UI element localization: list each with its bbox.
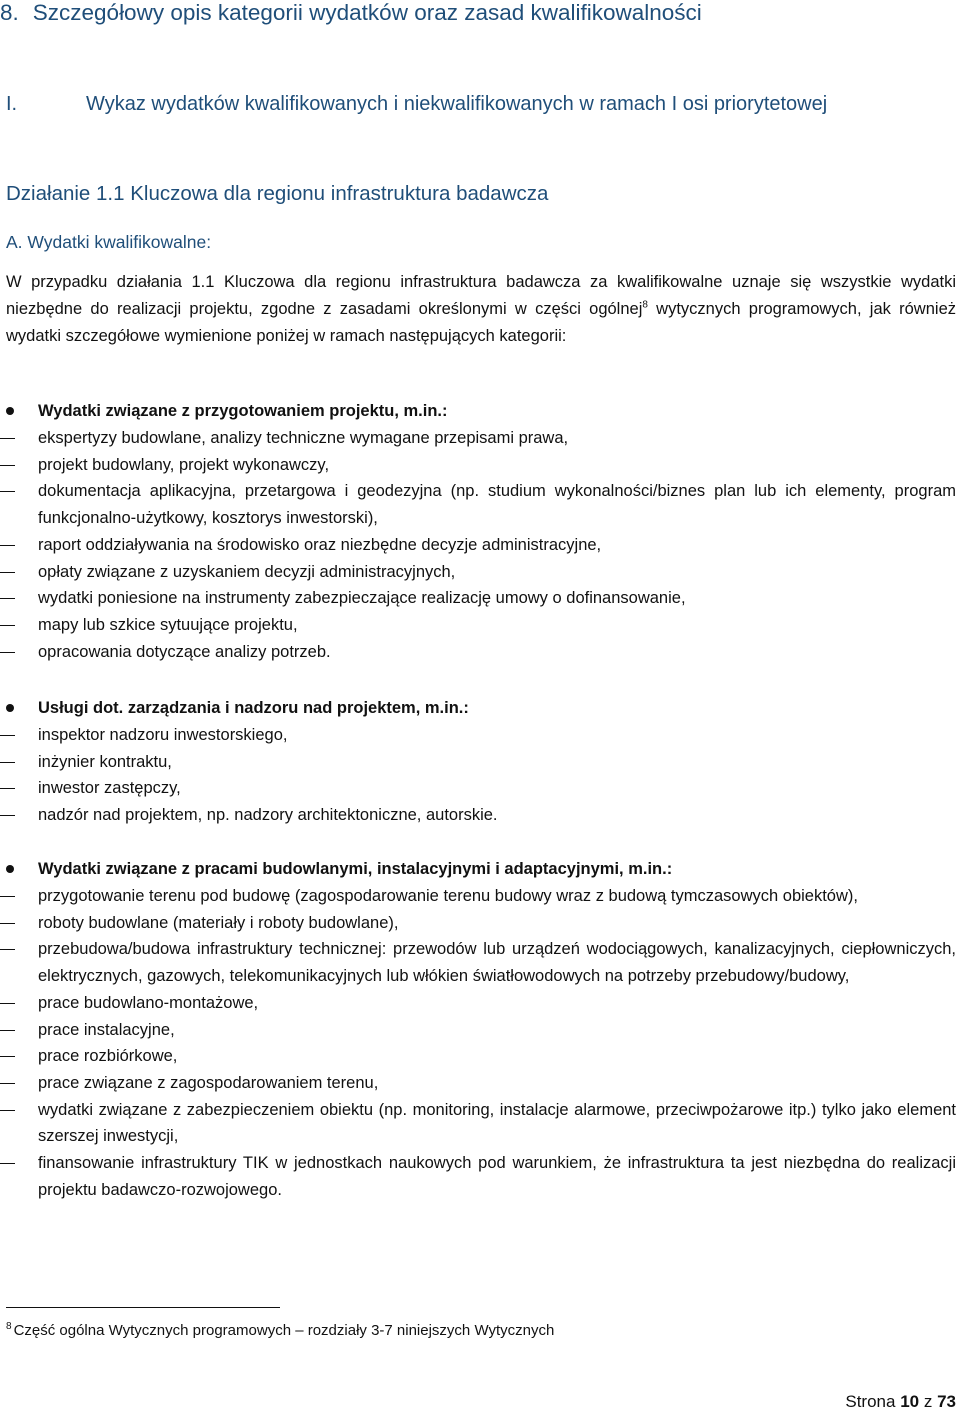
list-item-text: ekspertyzy budowlane, analizy techniczne wymagane przepisami prawa, bbox=[38, 429, 569, 447]
dash-icon bbox=[0, 438, 15, 439]
dash-icon bbox=[0, 896, 15, 897]
list-item bbox=[6, 722, 956, 749]
list-item-text: przygotowanie terenu pod budowę (zagospodarowanie terenu budowy wraz z budową tymczasowych obiektów), bbox=[38, 887, 858, 905]
section-number: 8. bbox=[0, 0, 19, 25]
list-item bbox=[6, 802, 956, 829]
page-number-current: 10 bbox=[900, 1392, 920, 1411]
eligible-expenses-heading: A. Wydatki kwalifikowalne: bbox=[6, 232, 212, 252]
dash-icon bbox=[0, 1110, 15, 1111]
list-item bbox=[6, 452, 956, 479]
bullet-icon bbox=[6, 704, 14, 712]
list-item bbox=[6, 1097, 956, 1150]
intro-text-continued: wytycznych programowych, jak również wydatki szczegółowe wymienione poniżej w ramach następujących kategorii: bbox=[6, 300, 956, 345]
dash-icon bbox=[0, 572, 15, 573]
category-items bbox=[6, 883, 956, 1203]
list-item-text: projekt budowlany, projekt wykonawczy, bbox=[38, 455, 330, 474]
list-item bbox=[6, 936, 956, 989]
bullet-icon bbox=[6, 407, 14, 415]
list-item bbox=[6, 1150, 956, 1203]
category-title bbox=[6, 856, 956, 883]
list-item bbox=[6, 775, 956, 802]
dash-icon bbox=[0, 1030, 15, 1031]
list-item bbox=[6, 883, 956, 910]
footnote-text: Część ogólna Wytycznych programowych – rozdziały 3-7 niniejszych Wytycznych bbox=[13, 1322, 555, 1339]
list-item bbox=[6, 425, 956, 452]
section-title: Szczegółowy opis kategorii wydatków oraz zasad kwalifikowalności bbox=[32, 0, 702, 25]
list-item bbox=[6, 1070, 956, 1097]
list-item-text: opłaty związane z uzyskaniem decyzji administracyjnych, bbox=[38, 562, 456, 581]
list-item bbox=[6, 639, 956, 666]
list-item-text: prace instalacyjne, bbox=[38, 1020, 175, 1039]
list-item-text: nadzór nad projektem, np. nadzory architektoniczne, autorskie. bbox=[38, 806, 498, 825]
page-number-total: 73 bbox=[937, 1392, 956, 1411]
list-item bbox=[6, 990, 956, 1017]
list-item-text: opracowania dotyczące analizy potrzeb. bbox=[38, 642, 331, 661]
measure-heading: Działanie 1.1 Kluczowa dla regionu infrastruktura badawcza bbox=[6, 182, 549, 205]
list-item-text: mapy lub szkice sytuujące projektu, bbox=[38, 615, 298, 634]
subsection-title: Wykaz wydatków kwalifikowanych i niekwalifikowanych w ramach I osi priorytetowej bbox=[86, 93, 828, 115]
list-item-text: raport oddziaływania na środowisko oraz niezbędne decyzje administracyjne, bbox=[38, 535, 602, 554]
list-item bbox=[6, 559, 956, 586]
list-item bbox=[6, 478, 956, 531]
list-item bbox=[6, 612, 956, 639]
footnote bbox=[6, 1321, 554, 1339]
dash-icon bbox=[0, 815, 15, 816]
category-management bbox=[6, 695, 956, 829]
subsection-heading bbox=[6, 93, 827, 116]
dash-icon bbox=[0, 652, 15, 653]
dash-icon bbox=[0, 949, 15, 950]
list-item-text: inwestor zastępczy, bbox=[38, 779, 181, 798]
list-item bbox=[6, 1017, 956, 1044]
list-item bbox=[6, 749, 956, 776]
list-item-text: prace związane z zagospodarowaniem terenu, bbox=[38, 1073, 379, 1092]
dash-icon bbox=[0, 762, 15, 763]
page-number-prefix: Strona bbox=[845, 1392, 896, 1411]
dash-icon bbox=[0, 598, 15, 599]
dash-icon bbox=[0, 545, 15, 546]
category-items bbox=[6, 722, 956, 829]
category-items bbox=[6, 425, 956, 665]
category-preparation bbox=[6, 398, 956, 665]
list-item-text: przebudowa/budowa infrastruktury technicznej: przewodów lub urządzeń wodociągowych, kanalizacyjnych, ciepłowniczych, elektrycznych, gazowych, telekomunikacyjnych lub włókien światłowodowych na potrzeby przebudowy/budowy, bbox=[38, 940, 956, 986]
dash-icon bbox=[0, 1083, 15, 1084]
footnote-number: 8 bbox=[6, 1321, 12, 1332]
list-item bbox=[6, 532, 956, 559]
list-item bbox=[6, 1043, 956, 1070]
list-item bbox=[6, 910, 956, 937]
intro-paragraph bbox=[6, 269, 956, 350]
dash-icon bbox=[0, 788, 15, 789]
dash-icon bbox=[0, 1056, 15, 1057]
list-item bbox=[6, 585, 956, 612]
category-title-text: Wydatki związane z przygotowaniem projektu, m.in.: bbox=[38, 402, 448, 420]
subsection-number: I. bbox=[6, 93, 18, 115]
intro-text: W przypadku działania 1.1 Kluczowa dla regionu infrastruktura badawcza za kwalifikowalne uznaje się wszystkie wydatki niezbędne do realizacji projektu, zgodne z zasadami określonymi w części ogólnej bbox=[6, 273, 956, 318]
dash-icon bbox=[0, 1003, 15, 1004]
dash-icon bbox=[0, 491, 15, 492]
section-heading bbox=[0, 0, 702, 26]
list-item-text: inspektor nadzoru inwestorskiego, bbox=[38, 726, 288, 744]
footnote-separator bbox=[6, 1307, 280, 1308]
page-number bbox=[845, 1392, 956, 1412]
list-item-text: prace rozbiórkowe, bbox=[38, 1047, 178, 1066]
dash-icon bbox=[0, 1163, 15, 1164]
list-item-text: finansowanie infrastruktury TIK w jednostkach naukowych pod warunkiem, że infrastruktura ta jest niezbędna do realizacji projektu badawczo-rozwojowego. bbox=[38, 1154, 956, 1199]
list-item-text: inżynier kontraktu, bbox=[38, 752, 172, 771]
list-item-text: dokumentacja aplikacyjna, przetargowa i geodezyjna (np. studium wykonalności/biznes plan lub ich elementy, program funkcjonalno-użytkowy, kosztorys inwestorski), bbox=[38, 482, 956, 528]
footnote-reference[interactable]: 8 bbox=[642, 299, 648, 311]
list-item-text: wydatki związane z zabezpieczeniem obiektu (np. monitoring, instalacje alarmowe, przeciwpożarowe itp.) tylko jako element szerszej inwestycji, bbox=[38, 1100, 956, 1146]
dash-icon bbox=[0, 625, 15, 626]
dash-icon bbox=[0, 735, 15, 736]
dash-icon bbox=[0, 923, 15, 924]
category-construction bbox=[6, 856, 956, 1203]
category-title bbox=[6, 398, 956, 425]
category-title-text: Usługi dot. zarządzania i nadzoru nad projektem, m.in.: bbox=[38, 699, 469, 717]
bullet-icon bbox=[6, 865, 14, 873]
list-item-text: roboty budowlane (materiały i roboty budowlane), bbox=[38, 913, 399, 932]
page-number-separator: z bbox=[923, 1392, 933, 1411]
category-title-text: Wydatki związane z pracami budowlanymi, instalacyjnymi i adaptacyjnymi, m.in.: bbox=[38, 860, 673, 878]
list-item-text: prace budowlano-montażowe, bbox=[38, 993, 259, 1012]
list-item-text: wydatki poniesione na instrumenty zabezpieczające realizację umowy o dofinansowanie, bbox=[38, 589, 686, 608]
dash-icon bbox=[0, 465, 15, 466]
category-title bbox=[6, 695, 956, 722]
